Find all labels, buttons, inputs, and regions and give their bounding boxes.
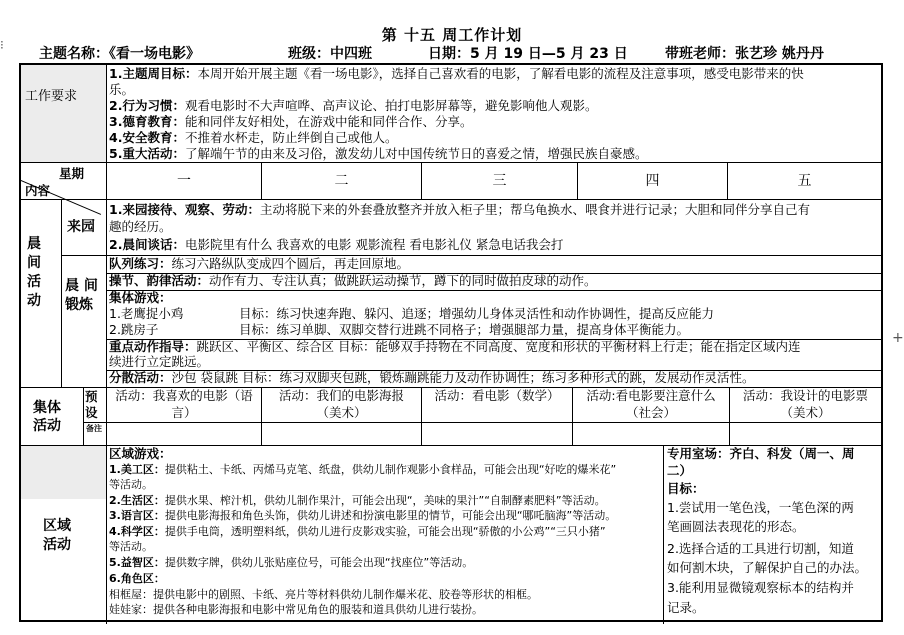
area-line-5: 4.科学区：提供手电筒，透明塑料纸，供幼儿进行皮影戏实验，可能会出现“骄傲的小公鸡”“三只小猪” [109,525,606,538]
group-activity-label: 集体活动 [33,400,61,434]
day-header-3: 三 [492,173,507,189]
area-line-10: 娃娃家：提供各种电影海报和电影中常见角色的服装和道具供幼儿进行装扮。 [109,603,483,616]
arrival-line-1: 1.来园接待、观察、劳动：主动将脱下来的外套叠放整齐并放入柜子里；帮乌龟换水、喂食并进行记录；大胆和同伴分享自己有 [109,202,810,217]
split-activity: 分散活动：沙包 袋鼠跳 目标：练习双脚夹包跳，锻炼蹦跳能力及动作协调性；练习多种形式的跳，发展动作灵活性。 [109,370,755,385]
theme-name: 主题名称：《看一场电影》 [39,46,200,62]
add-handle-icon[interactable]: + [892,330,904,346]
area-line-9: 相框屋：提供电影中的剧照、卡纸、亮片等材料供幼儿制作爆米花、胶卷等形状的相框。 [109,588,538,601]
special-goal-2b: 如何割木块，了解保护自己的办法。 [667,560,868,575]
special-goal-1: 1.尝试用一笔色浅，一笔色深的两 [667,500,854,515]
special-goal-3: 3.能利用显微镜观察标本的结构并 [667,580,854,595]
work-req-line-4: 4.安全教育：不推着水杯走，防止绊倒自己或他人。 [109,130,398,145]
paragraph-mark-icon: ⁝ [0,38,4,52]
special-goal-3b: 记录。 [667,600,705,615]
work-req-line-2: 2.行为习惯：观看电影时不大声喧哗、高声议论、拍打电影屏幕等，避免影响他人观影。 [109,98,598,113]
work-req-line-1b: 乐。 [109,82,135,97]
area-line-4: 3.语言区：提供电影海报和角色头饰，供幼儿讲述和扮演电影里的情节，可能会出现“哪吒脑海”等活动。 [109,509,617,522]
special-goal-2: 2.选择合适的工具进行切割，知道 [667,541,854,556]
area-line-3: 2.生活区：提供水果、榨汁机，供幼儿制作果汁，可能会出现“，美味的果汁”“自制酵素肥料”等活动。 [109,494,606,507]
note-label: 备注 [86,424,102,433]
morning-label: 晨间活动 [27,236,41,309]
plan-label: 预设 [85,389,98,420]
day-header-2: 二 [334,173,349,189]
page-title: 第 十五 周工作计划 [381,26,523,44]
day-header-4: 四 [645,173,660,189]
arrival-label: 来园 [67,219,95,235]
work-req-line-5: 5.重大活动：了解端午节的由来及习俗，激发幼儿对中国传统节日的喜爱之情，增强民族自豪感。 [109,146,648,161]
date-range: 日期：5 月 19 日—5 月 23 日 [428,46,628,62]
corner-week-label: 星期 [59,166,85,181]
game-2-name: 2.跳房子 [109,322,159,337]
area-line-1: 1.美工区：提供粘土、卡纸、丙烯马克笔、纸盘，供幼儿制作观影小食样品，可能会出现“好吃的爆米花” [109,463,617,476]
area-line-6: 等活动。 [109,540,153,553]
focus-guidance: 重点动作指导：跳跃区、平衡区、综合区 目标：能够双手持物在不同高度、宽度和形状的平衡材料上行走；能在指定区域内连 [109,339,801,354]
drill-activity: 操节、韵律活动：动作有力、专注认真；做跳跃运动操节，蹲下的同时做拍皮球的动作。 [109,273,597,288]
weekly-plan-table [19,63,883,622]
group-games-title: 集体游戏： [109,290,172,305]
day-header-5: 五 [797,173,812,189]
teachers: 带班老师：张艺珍 姚丹丹 [665,46,824,62]
work-req-label: 工作要求 [25,89,78,104]
arrival-line-2: 趣的经历。 [109,219,172,234]
special-room-title: 专用室场：齐白、科发（周一、周 [667,446,855,461]
focus-guidance-cont: 续进行立定跳远。 [109,354,210,369]
group-act-1: 活动：我喜欢的电影（语 言） [115,388,253,420]
corner-content-label: 内容 [25,183,51,198]
day-header-1: 一 [177,173,191,189]
special-room-title-cont: 二） [667,463,693,478]
game-1-goal: 目标：练习快速奔跑、躲闪、追逐；增强幼儿身体灵活性和动作协调性，提高反应能力 [239,306,715,321]
special-goal-1b: 笔画圆法表现花的形态。 [667,519,805,534]
formation-practice: 队列练习：练习六路纵队变成四个圆后，再走回原地。 [109,256,410,271]
group-act-5: 活动：我设计的电影票 （美术） [742,388,868,420]
class-name: 班级：中四班 [288,46,372,62]
work-req-line-3: 3.德育教育：能和同伴友好相处，在游戏中能和同伴合作、分享。 [109,114,473,129]
area-games-title: 区域游戏： [109,446,172,461]
special-goal-label: 目标： [667,481,705,496]
arrival-line-3: 2.晨间谈话：电影院里有什么 我喜欢的电影 观影流程 看电影礼仪 紧急电话我会打 [109,237,564,252]
group-act-2: 活动：我们的电影海报 （美术） [278,388,404,420]
game-2-goal: 目标：练习单脚、双脚交替行进跳不同格子；增强腿部力量，提高身体平衡能力。 [239,322,690,337]
area-line-7: 5.益智区：提供数字牌，供幼儿张贴座位号，可能会出现“找座位”等活动。 [109,556,474,569]
work-req-line-1: 1.主题周目标：本周开始开展主题《看一场电影》，选择自己喜欢看的电影，了解看电影的流程及注意事项，感受电影带来的快 [109,66,804,81]
group-act-3: 活动：看电影（数学） [434,388,560,403]
area-activity-label: 区域活动 [43,518,71,553]
area-line-2: 等活动。 [109,478,153,491]
area-line-8: 6.角色区： [109,572,165,585]
exercise-label: 晨 间锻炼 [65,278,98,313]
game-1-name: 1.老鹰捉小鸡 [109,306,184,321]
group-act-4: 活动:看电影要注意什么 （社会） [586,388,716,420]
